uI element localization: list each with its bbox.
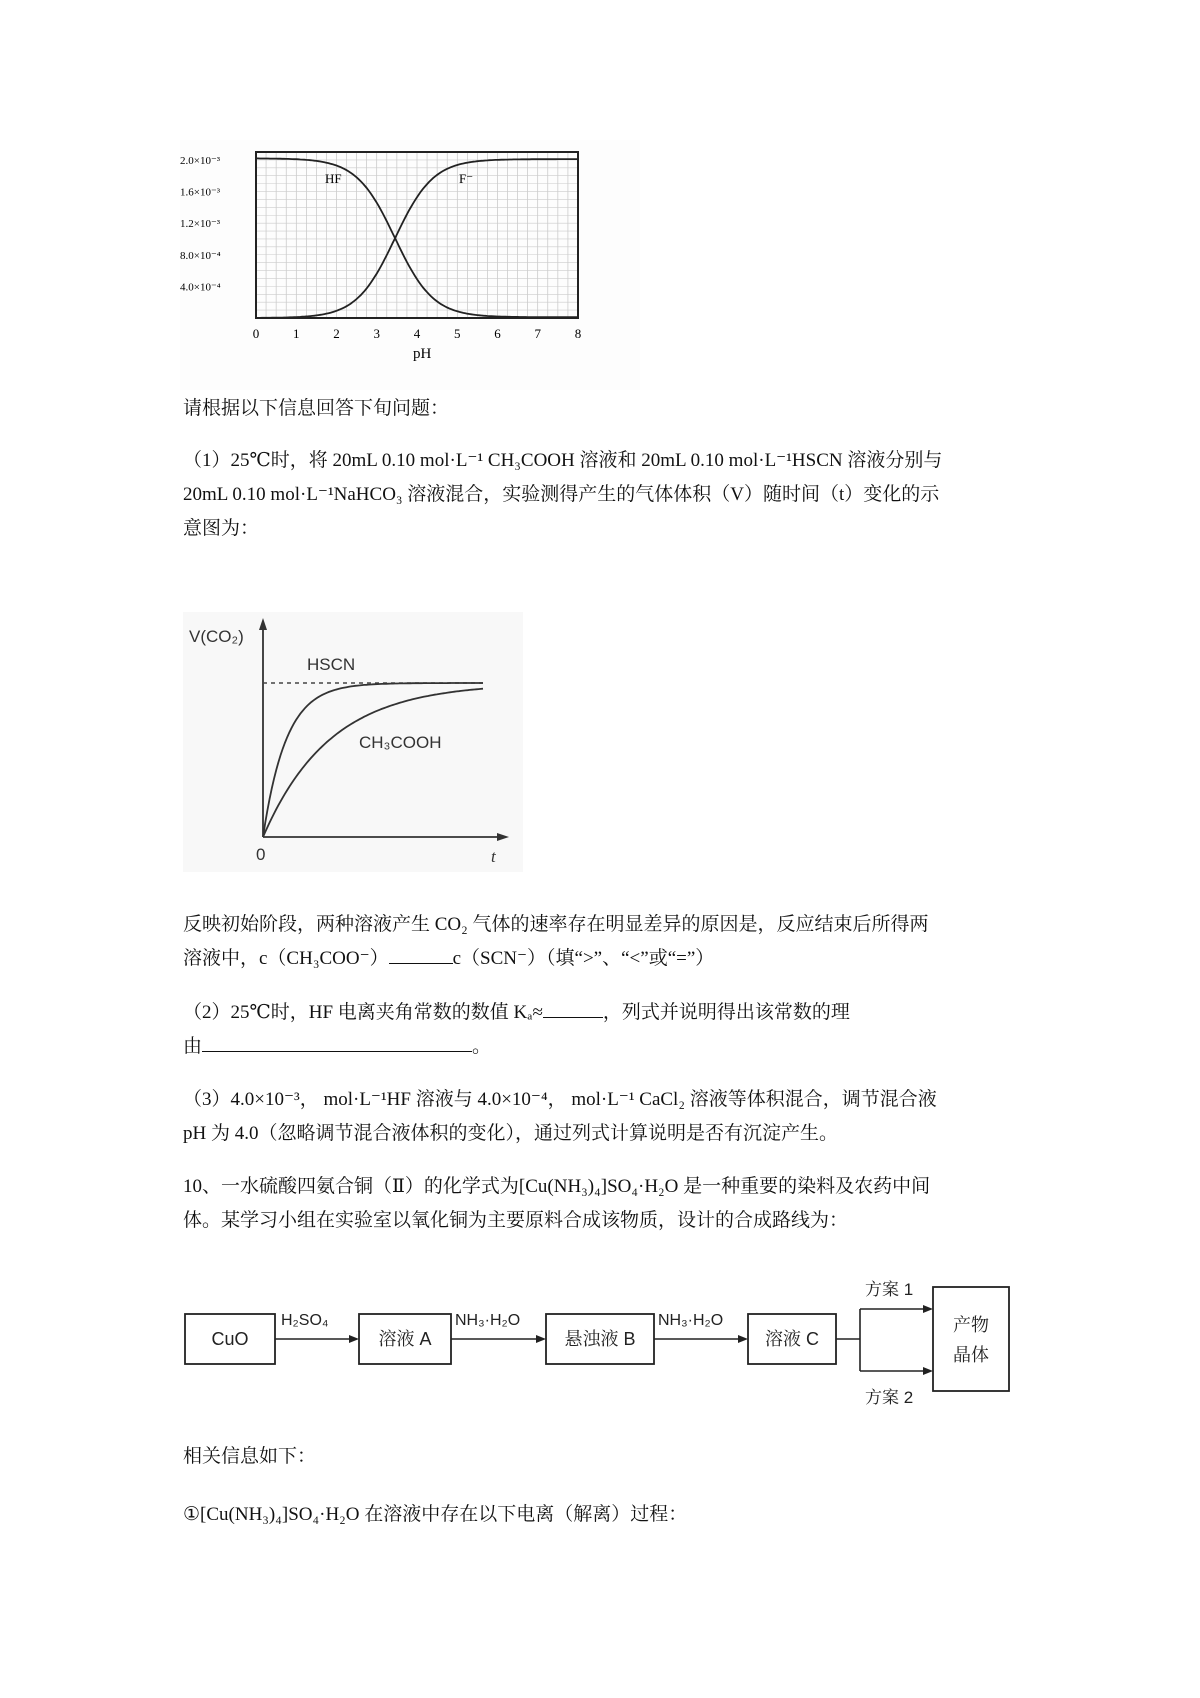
arrow-3-label: NH₃·H₂O bbox=[658, 1312, 724, 1329]
hf-distribution-chart bbox=[180, 140, 640, 390]
x-tick-label: 5 bbox=[454, 326, 461, 341]
q1b-text-b: c（SCN⁻）（填“>”、“<”或“=”） bbox=[452, 948, 715, 969]
arrow-1-label: H₂SO₄ bbox=[281, 1312, 329, 1329]
answer-blank-2[interactable] bbox=[543, 999, 603, 1018]
x-tick-label: 7 bbox=[534, 326, 541, 341]
x-tick-label: 8 bbox=[574, 326, 582, 341]
q1-line-2: 20mL 0.10 mol·L⁻¹NaHCO₃ 溶液混合，实验测得产生的气体体积（V）随时间（t）变化的示 bbox=[183, 484, 940, 505]
x-tick-label: 3 bbox=[373, 326, 380, 341]
ch3cooh-label: CH₃COOH bbox=[359, 733, 442, 752]
q1b-line-2 bbox=[183, 942, 1028, 976]
flow-svg bbox=[183, 1275, 1063, 1415]
suspension-b-label: 悬浊液 B bbox=[564, 1329, 636, 1349]
arrow-2-label: NH₃·H₂O bbox=[455, 1312, 521, 1329]
product-label-1: 产物 bbox=[953, 1315, 989, 1335]
q3-line-1: （3）4.0×10⁻³， mol·L⁻¹HF 溶液与 4.0×10⁻⁴， mol·L⁻¹ CaCl₂ 溶液等体积混合，调节混合液 bbox=[183, 1089, 937, 1110]
y-axis-label: V(CO₂) bbox=[189, 627, 244, 646]
q2-text-c: 由 bbox=[183, 1036, 203, 1057]
q2-text-d: 。 bbox=[472, 1036, 492, 1057]
hscn-label: HSCN bbox=[307, 655, 356, 674]
y-tick-label: 1.2×10⁻³ bbox=[180, 218, 221, 231]
x-tick-label: 6 bbox=[494, 326, 501, 341]
q1b-text-a: 溶液中，c（CH₃COO⁻） bbox=[183, 948, 389, 969]
x-tick-label: 0 bbox=[252, 326, 260, 341]
q1-line-3: 意图为： bbox=[183, 518, 260, 539]
synthesis-flow-diagram bbox=[183, 1275, 1063, 1415]
arrow-1-head-icon bbox=[349, 1335, 359, 1343]
info-item-1: ①[Cu(NH₃)₄]SO₄·H₂O 在溶液中存在以下电离（解离）过程： bbox=[183, 1504, 688, 1525]
cuo-label: CuO bbox=[211, 1329, 249, 1349]
x-tick-label: 4 bbox=[413, 326, 421, 341]
route-1-label: 方案 1 bbox=[865, 1280, 914, 1299]
q2-text-a: （2）25℃时，HF 电离夹角常数的数值 Kₐ≈ bbox=[183, 1002, 543, 1023]
hf-curve-label: HF bbox=[325, 171, 342, 186]
x-tick-label: 2 bbox=[333, 326, 340, 341]
answer-blank-1[interactable] bbox=[389, 945, 453, 964]
product-label-2: 晶体 bbox=[953, 1345, 989, 1365]
hf-chart-svg bbox=[180, 140, 640, 390]
q2-text-b: ，列式并说明得出该常数的理 bbox=[602, 1002, 850, 1023]
co2-chart-svg bbox=[183, 612, 523, 872]
q2-line-2 bbox=[183, 1030, 1028, 1064]
q1b-line-1: 反映初始阶段，两种溶液产生 CO₂ 气体的速率存在明显差异的原因是，反应结束后所得两 bbox=[183, 914, 929, 935]
y-tick-label: 4.0×10⁻⁴ bbox=[180, 281, 221, 294]
route-1-head-icon bbox=[923, 1305, 933, 1313]
f-curve-label: F⁻ bbox=[459, 171, 474, 186]
product-box bbox=[933, 1287, 1009, 1391]
y-tick-label: 2.0×10⁻³ bbox=[180, 154, 221, 167]
route-2-head-icon bbox=[923, 1367, 933, 1375]
y-tick-label: 1.6×10⁻³ bbox=[180, 186, 221, 199]
origin-label: 0 bbox=[256, 845, 266, 864]
q10-line-2: 体。某学习小组在实验室以氧化铜为主要原料合成该物质，设计的合成路线为： bbox=[183, 1210, 849, 1231]
co2-volume-chart bbox=[183, 612, 523, 872]
y-tick-label: 8.0×10⁻⁴ bbox=[180, 249, 221, 262]
answer-blank-3[interactable] bbox=[202, 1033, 472, 1052]
x-tick-label: 1 bbox=[293, 326, 300, 341]
x-axis-label: t bbox=[491, 847, 496, 866]
q2-line-1 bbox=[183, 996, 1028, 1030]
arrow-3-head-icon bbox=[738, 1335, 748, 1343]
q1-line-1: （1）25℃时，将 20mL 0.10 mol·L⁻¹ CH₃COOH 溶液和 20mL 0.10 mol·L⁻¹HSCN 溶液分别与 bbox=[183, 450, 943, 471]
intro-text: 请根据以下信息回答下旬问题： bbox=[183, 398, 450, 419]
q3-line-2: pH 为 4.0（忽略调节混合液体积的变化），通过列式计算说明是否有沉淀产生。 bbox=[183, 1123, 838, 1144]
route-2-label: 方案 2 bbox=[865, 1388, 914, 1407]
related-info-heading: 相关信息如下： bbox=[183, 1446, 317, 1467]
solution-a-label: 溶液 A bbox=[378, 1329, 432, 1349]
solution-c-label: 溶液 C bbox=[765, 1329, 819, 1349]
arrow-2-head-icon bbox=[536, 1335, 546, 1343]
q10-line-1: 10、一水硫酸四氨合铜（Ⅱ）的化学式为[Cu(NH₃)₄]SO₄·H₂O 是一种重要的染料及农药中间 bbox=[183, 1176, 931, 1197]
x-axis-label: pH bbox=[413, 346, 432, 362]
